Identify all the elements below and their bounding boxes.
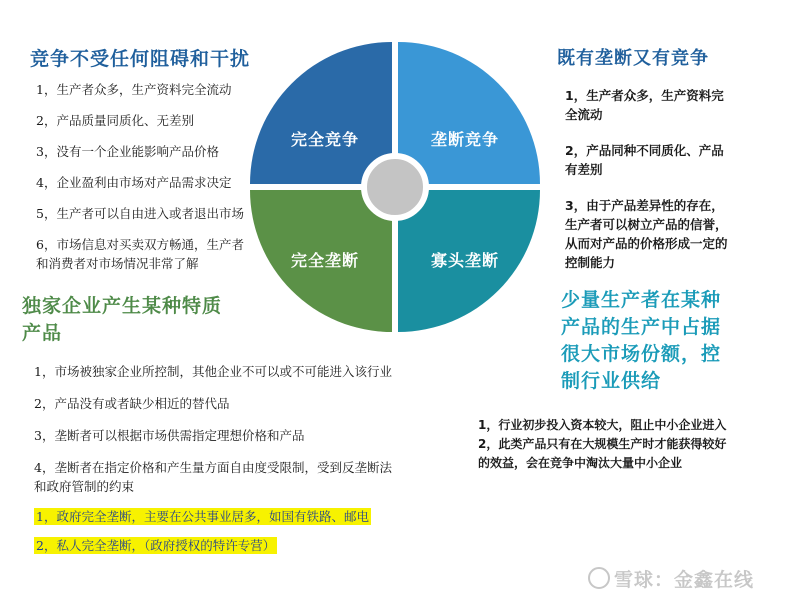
quadrant-top-left xyxy=(250,42,392,184)
list-item: 的效益，会在竞争中淘汰大量中小企业 xyxy=(478,456,683,470)
highlighted-text: 1，政府完全垄断，主要在公共事业居多，如国有铁路、邮电 xyxy=(36,509,369,524)
list-item: 3，没有一个企业能影响产品价格 xyxy=(36,144,219,159)
highlight-row xyxy=(34,536,392,556)
list-item: 2，产品质量同质化、无差别 xyxy=(36,113,194,128)
list-item: 全流动 xyxy=(565,107,603,122)
heading-line: 很大市场份额，控 xyxy=(561,343,722,365)
list-item: 生产者可以树立产品的信誉， xyxy=(565,217,728,232)
center-circle xyxy=(364,156,426,218)
heading-line: 产品的生产中占据 xyxy=(561,316,722,338)
list-item: 1，行业初步投入资本较大，阻止中小企业进入 xyxy=(478,418,727,432)
list-item: 3，由于产品差异性的存在， xyxy=(565,198,724,213)
market-structure-circle xyxy=(246,38,544,336)
list-item: 2，产品没有或者缺少相近的替代品 xyxy=(34,396,230,411)
heading-line: 少量生产者在某种 xyxy=(561,289,722,311)
perfect-competition-list xyxy=(36,80,244,273)
heading-monopolistic-competition: 既有垄断又有竞争 xyxy=(557,48,709,69)
watermark-text: 雪球：金鑫在线 xyxy=(614,569,755,591)
snowball-logo-icon xyxy=(588,567,610,589)
list-item: 4，垄断者在指定价格和产生量方面自由度受限制，受到反垄断法 xyxy=(34,460,392,475)
list-item: 2，此类产品只有在大规模生产时才能获得较好 xyxy=(478,437,727,451)
list-item: 有差别 xyxy=(565,162,603,177)
list-item: 和政府管制的约束 xyxy=(34,479,135,494)
pure-monopoly-list xyxy=(34,362,392,556)
list-item: 5，生产者可以自由进入或者退出市场 xyxy=(36,206,244,221)
highlight-row xyxy=(34,507,392,536)
list-item: 1，生产者众多，生产资料完全流动 xyxy=(36,82,232,97)
heading-pure-monopoly xyxy=(22,293,222,347)
highlighted-text: 2，私人完全垄断，（政府授权的特许专营） xyxy=(36,538,276,553)
list-item: 控制能力 xyxy=(565,255,616,270)
quadrant-label-oligopoly: 寡头垄断 xyxy=(430,251,500,270)
quadrant-label-perfect-competition: 完全竞争 xyxy=(290,130,360,149)
heading-oligopoly xyxy=(561,287,721,395)
quadrant-label-monopolistic-competition: 垄断竞争 xyxy=(430,130,500,149)
heading-line: 制行业供给 xyxy=(561,370,662,392)
heading-perfect-competition: 竞争不受任何阻碍和干扰 xyxy=(30,48,251,70)
heading-line: 产品 xyxy=(22,322,63,344)
list-item: 和消费者对市场情况非常了解 xyxy=(36,256,199,271)
list-item: 4，企业盈利由市场对产品需求决定 xyxy=(36,175,232,190)
oligopoly-list xyxy=(478,416,726,473)
list-item: 3，垄断者可以根据市场供需指定理想价格和产品 xyxy=(34,428,305,443)
list-item: 1，市场被独家企业所控制，其他企业不可以或不可能进入该行业 xyxy=(34,364,392,379)
list-item: 2，产品同种不同质化、产品 xyxy=(565,143,724,158)
list-item: 1，生产者众多，生产资料完 xyxy=(565,88,724,103)
watermark xyxy=(588,565,754,592)
list-item: 从而对产品的价格形成一定的 xyxy=(565,236,728,251)
quadrant-top-right xyxy=(398,42,540,184)
quadrant-label-pure-monopoly: 完全垄断 xyxy=(290,251,360,270)
heading-line: 独家企业产生某种特质 xyxy=(22,295,223,317)
monopolistic-competition-list xyxy=(565,86,728,272)
list-item: 6，市场信息对买卖双方畅通，生产者 xyxy=(36,237,244,252)
